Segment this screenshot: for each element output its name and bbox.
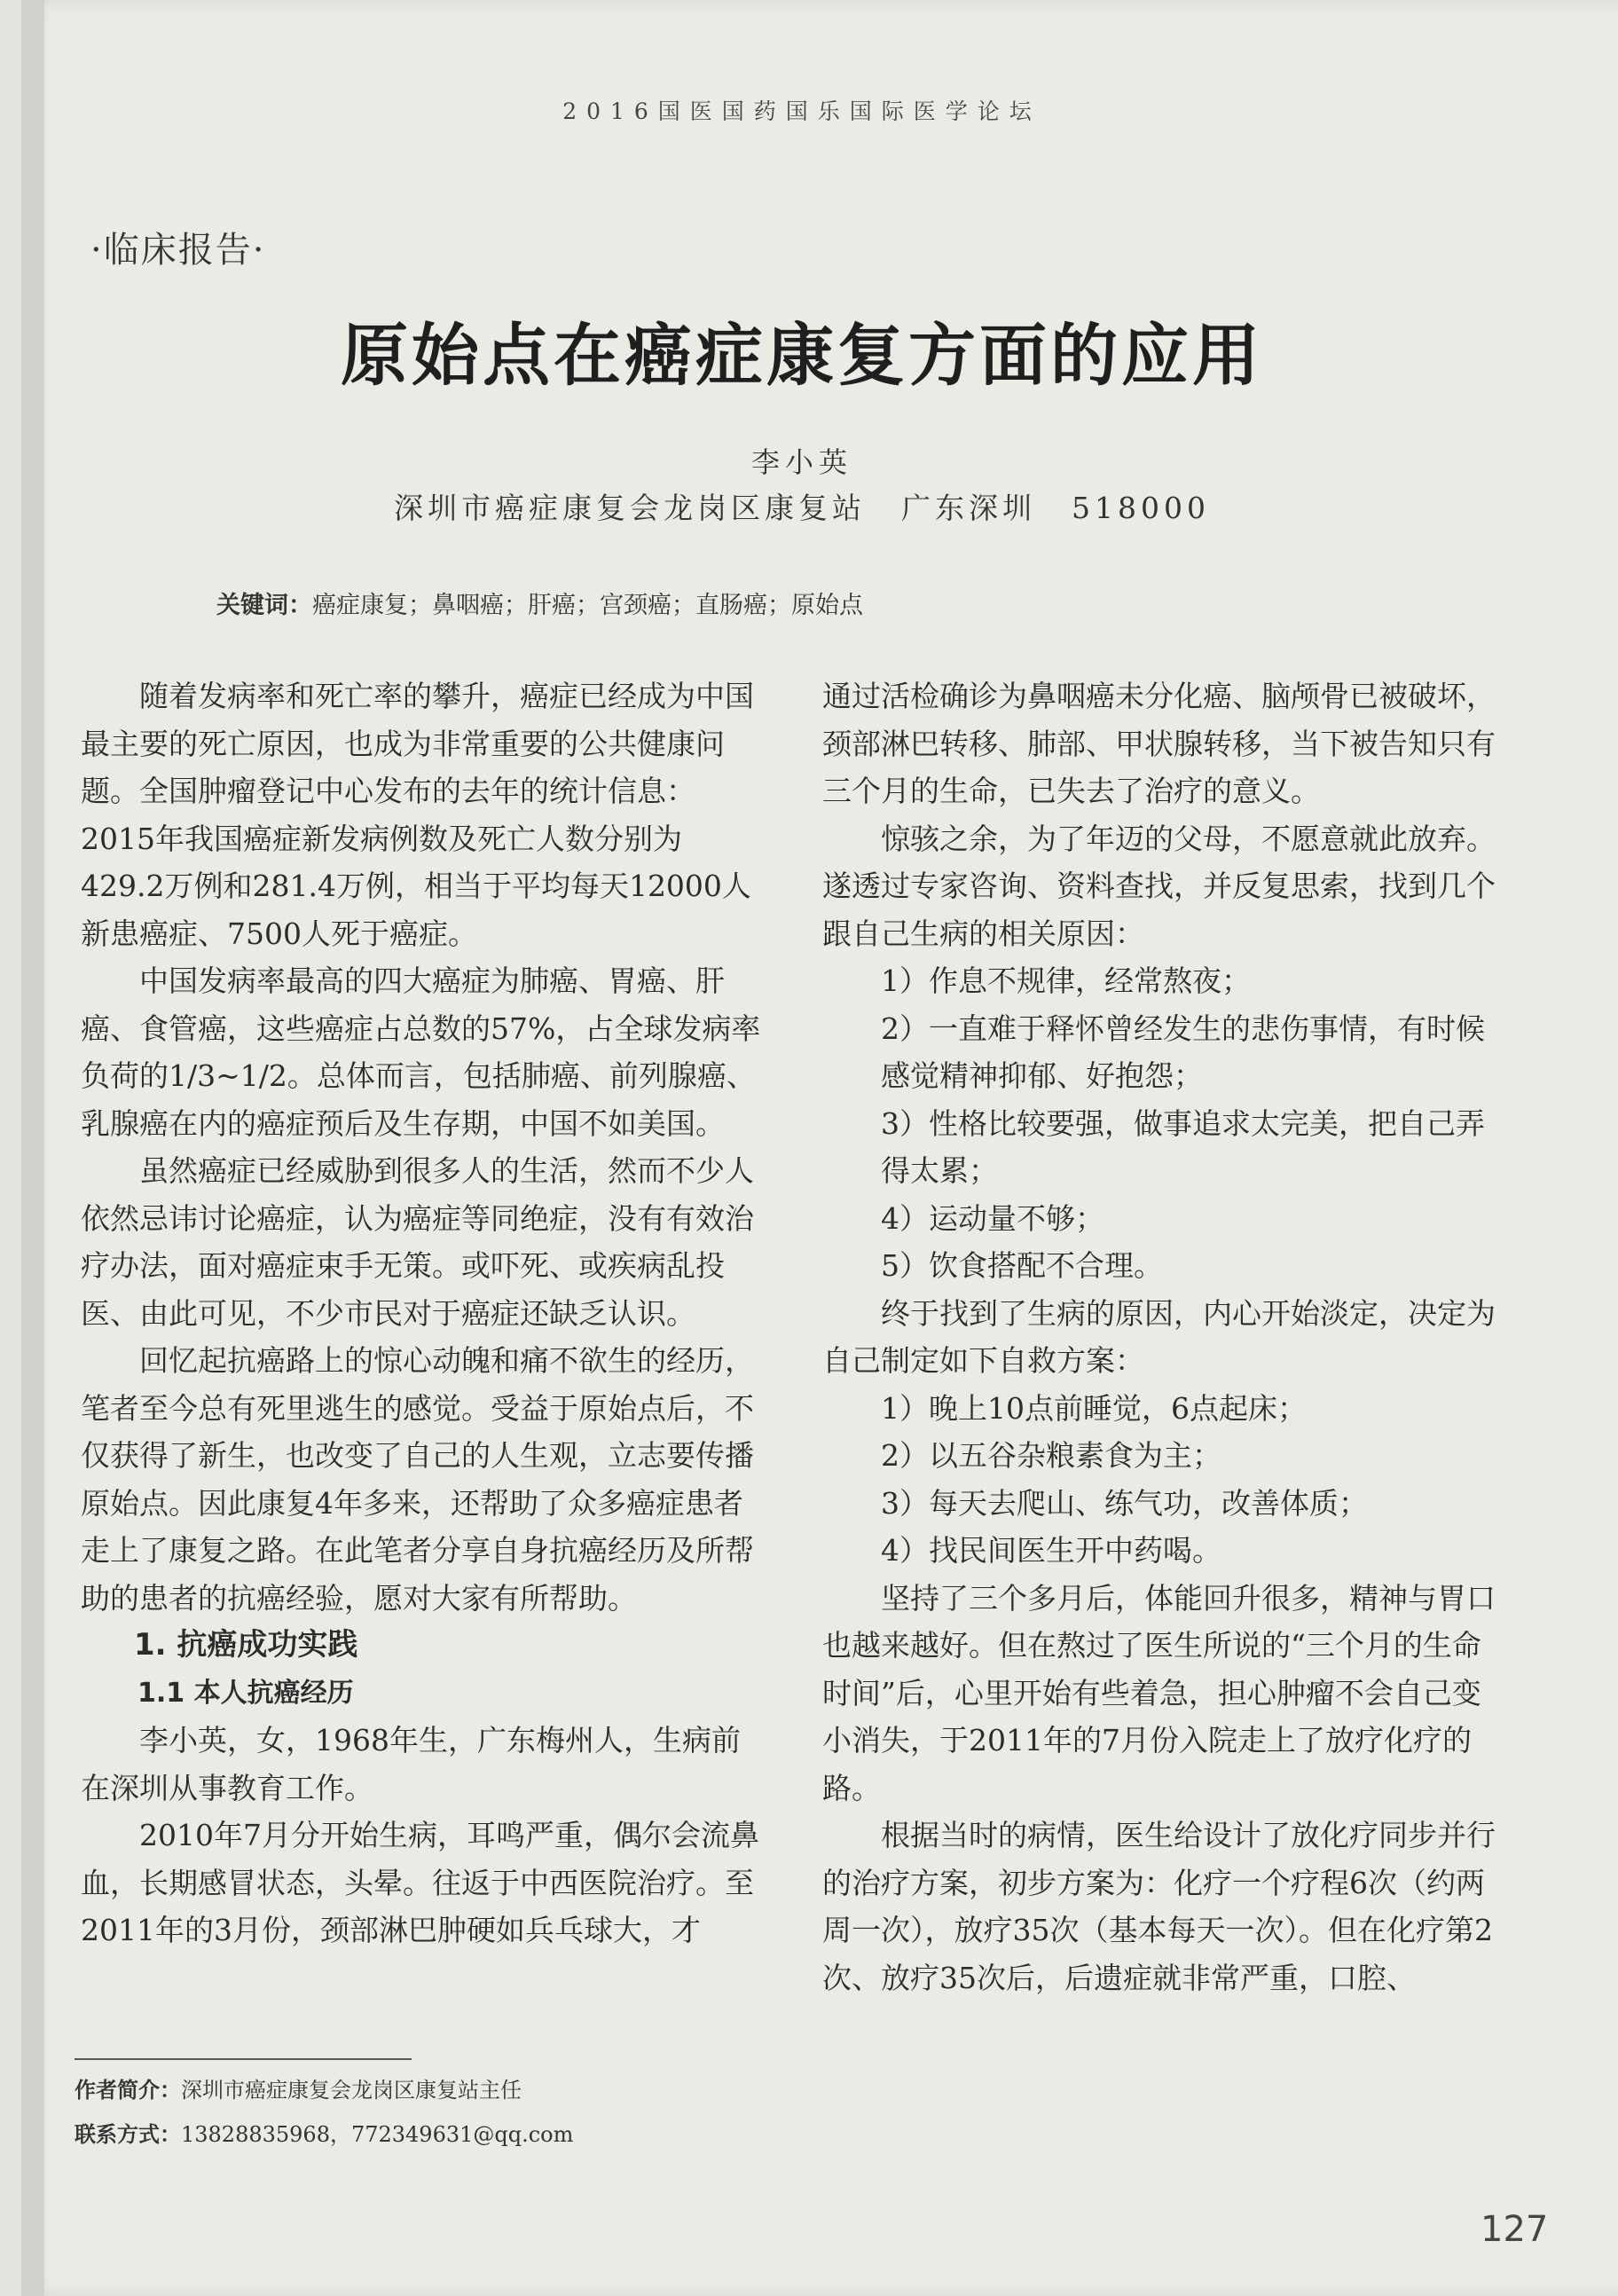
section-label: ·临床报告· xyxy=(90,230,266,271)
author-bio-label: 作者简介： xyxy=(75,2078,181,2103)
keywords-text: 癌症康复；鼻咽癌；肝癌；宫颈癌；直肠癌；原始点 xyxy=(312,592,863,619)
paragraph: 根据当时的病情，医生给设计了放化疗同步并行的治疗方案，初步方案为：化疗一个疗程6次（约两周一次），放疗35次（基本每天一次）。但在化疗第2次、放疗35次后，后遗症就非常严重，口腔、 xyxy=(822,1818,1496,1995)
author-name: 李小英 xyxy=(750,445,852,479)
paragraph: 坚持了三个多月后，体能回升很多，精神与胃口也越来越好。但在熬过了医生所说的“三个月的生命时间”后，心里开始有些着急，担心肿瘤不会自己变小消失，于2011年的7月份入院走上了放疗化疗的路。 xyxy=(822,1580,1496,1805)
list-item: 3）性格比较要强，做事追求太完美，把自己弄得太累； xyxy=(881,1105,1485,1188)
list-item: 2）一直难于释怀曾经发生的悲伤事情，有时候感觉精神抑郁、好抱怨； xyxy=(881,1010,1485,1093)
paragraph: 2010年7月分开始生病，耳鸣严重，偶尔会流鼻血，长期感冒状态，头晕。往返于中西医院治疗。至2011年的3月份，颈部淋巴肿硬如兵乓球大，才 xyxy=(81,1818,759,1947)
author-affiliation xyxy=(21,485,1583,527)
list-item: 4）找民间医生开中药喝。 xyxy=(881,1533,1221,1568)
list-item: 3）每天去爬山、练气功，改善体质； xyxy=(881,1485,1368,1521)
paragraph: 随着发病率和死亡率的攀升，癌症已经成为中国最主要的死亡原因，也成为非常重要的公共健康问题。全国肿瘤登记中心发布的去年的统计信息：2015年我国癌症新发病例数及死亡人数分别为429.2万例和281.4万例，相当于平均每天12000人新患癌症、7500人死于癌症。 xyxy=(81,679,754,951)
affiliation-location: 广东深圳 xyxy=(901,491,1036,525)
contact-label: 联系方式： xyxy=(75,2122,181,2147)
keywords xyxy=(216,586,863,620)
article-title: 原始点在癌症康复方面的应用 xyxy=(341,316,1263,395)
list-item: 2）以五谷杂粮素食为主； xyxy=(881,1438,1221,1473)
paragraph: 通过活检确诊为鼻咽癌未分化癌、脑颅骨已被破坏，颈部淋巴转移、肺部、甲状腺转移，当下被告知只有三个月的生命，已失去了治疗的意义。 xyxy=(822,679,1496,808)
list-item: 1）作息不规律，经常熬夜； xyxy=(881,963,1251,998)
subsection-heading: 1.1 本人抗癌经历 xyxy=(137,1677,354,1709)
paragraph: 李小英，女，1968年生，广东梅州人，生病前在深圳从事教育工作。 xyxy=(81,1723,741,1805)
paragraph: 回忆起抗癌路上的惊心动魄和痛不欲生的经历，笔者至今总有死里逃生的感觉。受益于原始点后，不仅获得了新生，也改变了自己的人生观，立志要传播原始点。因此康复4年多来，还帮助了众多癌症患者走上了康复之路。在此笔者分享自身抗癌经历及所帮助的患者的抗癌经验，愿对大家有所帮助。 xyxy=(81,1343,754,1616)
right-column xyxy=(822,672,1505,2001)
list-item: 4）运动量不够； xyxy=(881,1200,1104,1236)
journal-page xyxy=(21,0,1618,2296)
paragraph: 中国发病率最高的四大癌症为肺癌、胃癌、肝癌、食管癌，这些癌症占总数的57%，占全球发病率负荷的1/3~1/2。总体而言，包括肺癌、前列腺癌、乳腺癌在内的癌症预后及生存期，中国不如美国。 xyxy=(81,963,761,1141)
list-item: 1）晚上10点前睡觉，6点起床； xyxy=(881,1390,1307,1426)
list-item: 5）饮食搭配不合理。 xyxy=(881,1248,1163,1283)
contact-info xyxy=(75,2117,573,2148)
page-number: 127 xyxy=(1481,2209,1549,2250)
paragraph: 惊骇之余，为了年迈的父母，不愿意就此放弃。遂透过专家咨询、资料查找，并反复思索，找到几个跟自己生病的相关原因： xyxy=(822,821,1496,951)
running-head: 2016国医国药国乐国际医学论坛 xyxy=(562,98,1041,124)
author-bio xyxy=(75,2072,522,2103)
section-heading: 1. 抗癌成功实践 xyxy=(134,1627,358,1663)
affiliation-postcode: 518000 xyxy=(1072,491,1210,525)
paragraph: 终于找到了生病的原因，内心开始淡定，决定为自己制定如下自救方案： xyxy=(822,1295,1496,1378)
author-bio-text: 深圳市癌症康复会龙岗区康复站主任 xyxy=(181,2078,522,2103)
contact-text: 13828835968，772349631@qq.com xyxy=(181,2122,574,2147)
left-column xyxy=(81,672,764,1954)
footnote-divider xyxy=(75,2058,412,2060)
paragraph: 虽然癌症已经威胁到很多人的生活，然而不少人依然忌讳讨论癌症，认为癌症等同绝症，没有有效治疗办法，面对癌症束手无策。或吓死、或疾病乱投医、由此可见，不少市民对于癌症还缺乏认识。 xyxy=(81,1153,754,1331)
keywords-label: 关键词： xyxy=(216,592,312,619)
affiliation-org: 深圳市癌症康复会龙岗区康复站 xyxy=(394,491,866,525)
